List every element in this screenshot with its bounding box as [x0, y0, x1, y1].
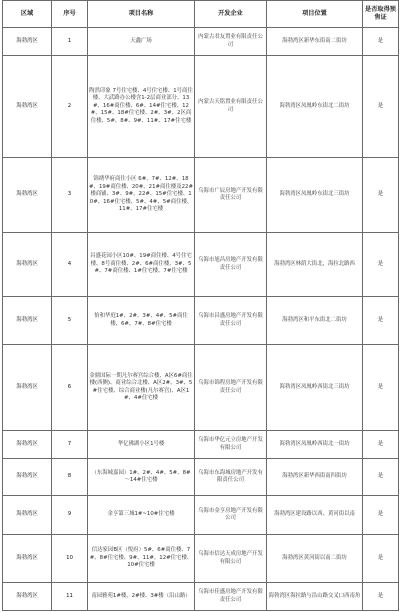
cell-name: 怡和华庭1#、2#、3#、4#、5#商住楼、6#、7#、8#住宅楼 — [88, 297, 195, 345]
cell-permit: 是 — [363, 28, 399, 56]
cell-permit: 是 — [363, 496, 399, 535]
cell-location: 海勃湾区黄河街以南二街坊 — [267, 535, 363, 583]
cell-seq: 10 — [52, 535, 88, 583]
table-row — [3, 431, 399, 459]
cell-name: 华亿佛湖小区1号楼 — [88, 431, 195, 459]
cell-permit: 是 — [363, 297, 399, 345]
cell-developer: 乌海市佳盛房地产开发有限责任公司 — [195, 583, 267, 611]
cell-developer: 乌海市广辰房地产开发有限责任公司 — [195, 158, 267, 233]
cell-seq: 9 — [52, 496, 88, 535]
cell-developer: 乌海市锦程房地产开发有限责任公司 — [195, 345, 267, 431]
cell-location: 海勃湾区建设路以西、黄河街以南 — [267, 496, 363, 535]
cell-seq: 2 — [52, 56, 88, 158]
cell-permit: 是 — [363, 431, 399, 459]
table-row — [3, 345, 399, 431]
cell-location: 海勃湾区海拉路与沿山路交叉口西南角 — [267, 583, 363, 611]
cell-area: 海勃湾区 — [3, 535, 52, 583]
cell-location: 海勃湾区凤凰岭西街北三街坊 — [267, 345, 363, 431]
cell-seq: 7 — [52, 431, 88, 459]
cell-area: 海勃湾区 — [3, 431, 52, 459]
table-row — [3, 158, 399, 233]
cell-permit: 是 — [363, 535, 399, 583]
cell-permit: 是 — [363, 345, 399, 431]
cell-name: 陶然印象 7号住宅楼、4号住宅楼、1号商住楼、大武路办公楼含1-2层商业部分、13#、16#商住楼、6#、14#住宅楼、12#、15#、18#住宅楼、2#、3#、2区商住楼、5#、8#、9#、11#、17#住宅楼 — [88, 56, 195, 158]
cell-name: 金亨第三城1#~10#住宅楼 — [88, 496, 195, 535]
cell-seq: 3 — [52, 158, 88, 233]
header-developer: 开发企业 — [195, 1, 267, 28]
cell-developer: 乌海市东海城房地产开发有限责任公司 — [195, 459, 267, 496]
cell-seq: 6 — [52, 345, 88, 431]
header-name: 项目名称 — [88, 1, 195, 28]
cell-name: 昌盛花园小区10#、19#商住楼、4号住宅楼、8号商住楼、2#、6#商住楼、3#、5#、7#商住楼、1#住宅楼、7#住宅楼 — [88, 233, 195, 297]
cell-location: 海勃湾区凤凰岭东街北二街坊 — [267, 56, 363, 158]
cell-area: 海勃湾区 — [3, 583, 52, 611]
cell-area: 海勃湾区 — [3, 56, 52, 158]
cell-permit: 是 — [363, 233, 399, 297]
cell-seq: 11 — [52, 583, 88, 611]
cell-permit: 是 — [363, 56, 399, 158]
cell-location: 海勃湾区新华西街南四街坊 — [267, 459, 363, 496]
cell-developer: 乌海市华亿元立房地产开发有限公司 — [195, 431, 267, 459]
cell-developer: 内蒙古君友置业有限责任公司 — [195, 28, 267, 56]
cell-location: 海勃湾区凤凰岭东街北三街坊 — [267, 158, 363, 233]
cell-permit: 是 — [363, 158, 399, 233]
cell-name: 金鼎国际一期凡尔赛宫综合楼、A区6#商住楼(西侧)、商业综合北楼、A区2#、3#、5#住宅楼、综合商业楼(凡尔赛宫)、A区1#、4#住宅楼 — [88, 345, 195, 431]
header-area: 区域 — [3, 1, 52, 28]
cell-name: （东海城嘉园）1#、2#、4#、5#、8#～14#住宅楼 — [88, 459, 195, 496]
cell-location: 海勃湾区林荫大街北，海拉北路西 — [267, 233, 363, 297]
cell-permit: 是 — [363, 583, 399, 611]
cell-seq: 1 — [52, 28, 88, 56]
cell-name: 信达家园B区（悦府）5#、6#商住楼、7#、8#住宅楼、9#、11#、12#住宅楼、10#住宅楼 — [88, 535, 195, 583]
header-seq: 序号 — [52, 1, 88, 28]
cell-area: 海勃湾区 — [3, 496, 52, 535]
header-row — [3, 1, 399, 28]
cell-seq: 8 — [52, 459, 88, 496]
cell-location: 海勃湾区新华东街南二街坊 — [267, 28, 363, 56]
cell-area: 海勃湾区 — [3, 459, 52, 496]
cell-permit: 是 — [363, 459, 399, 496]
header-location: 项目位置 — [267, 1, 363, 28]
table-row — [3, 233, 399, 297]
cell-name: 锦绣华府商住小区 6#、7#、12#、18#、19#商住楼、20#、21#商住楼及22#楼商铺、3#、9#、22#、15#住宅楼、10#、16#住宅楼、5#、4#、5#商住楼、11#、17#住宅楼 — [88, 158, 195, 233]
cell-area: 海勃湾区 — [3, 158, 52, 233]
cell-area: 海勃湾区 — [3, 297, 52, 345]
cell-developer: 乌海市金亨房地产开发有限公司 — [195, 496, 267, 535]
table-row — [3, 459, 399, 496]
cell-developer: 乌海市旭昌房地产开发有限责任公司 — [195, 233, 267, 297]
table-row — [3, 297, 399, 345]
table-row — [3, 56, 399, 158]
project-table — [2, 0, 399, 611]
table-row — [3, 28, 399, 56]
cell-area: 海勃湾区 — [3, 28, 52, 56]
cell-developer: 乌海市昌盛房地产开发有限责任公司 — [195, 297, 267, 345]
cell-seq: 5 — [52, 297, 88, 345]
header-permit: 是否取得预售证 — [363, 1, 399, 28]
cell-developer: 乌海市信达天成房地产开发有限公司 — [195, 535, 267, 583]
cell-area: 海勃湾区 — [3, 233, 52, 297]
cell-seq: 4 — [52, 233, 88, 297]
table-row — [3, 535, 399, 583]
cell-name: 南园雅苑1#楼、2#楼、3#楼（沿山路） — [88, 583, 195, 611]
table-row — [3, 583, 399, 611]
cell-location: 海勃湾区凤凰岭西街北一街坊 — [267, 431, 363, 459]
table-row — [3, 496, 399, 535]
cell-developer: 内蒙古天铭置业有限责任公司 — [195, 56, 267, 158]
cell-area: 海勃湾区 — [3, 345, 52, 431]
cell-name: 天鑫广场 — [88, 28, 195, 56]
cell-location: 海勃湾区和平东街北二街坊 — [267, 297, 363, 345]
